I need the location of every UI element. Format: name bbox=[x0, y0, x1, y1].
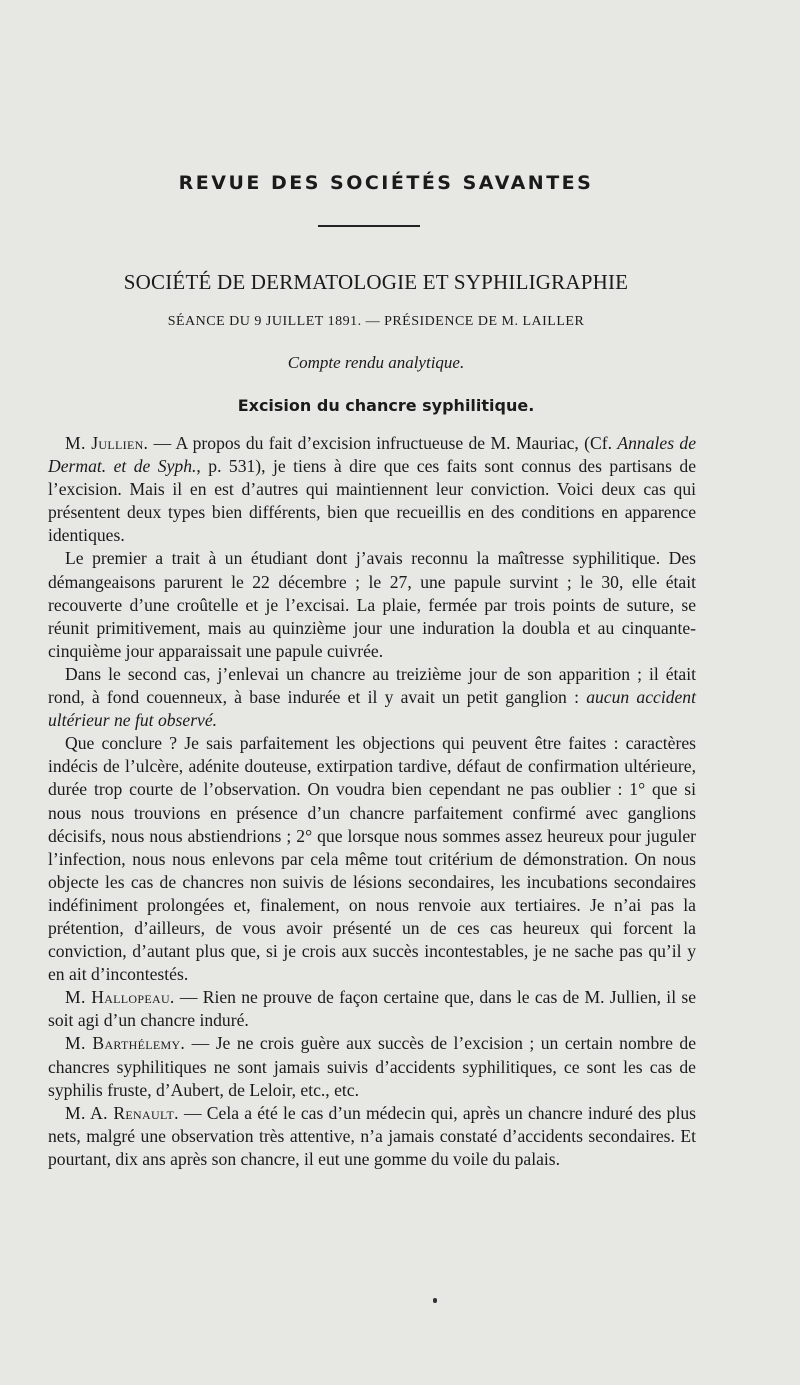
emphasis-text: aucun accident ultérieur ne fut observé. bbox=[48, 687, 696, 731]
society-title: SOCIÉTÉ DE DERMATOLOGIE ET SYPHILIGRAPHIE bbox=[123, 270, 629, 294]
subject-heading: Excision du chancre syphilitique. bbox=[237, 396, 535, 415]
paragraph-premier-cas: Le premier a trait à un étudiant dont j’avais reconnu la maîtresse syphilitique. Des démangeaisons parurent le 22 décembre ; le 27, une papule survint ; le 30, elle était recouverte d’une croûtelle et je l’excisai. La plaie, fermée par trois points de suture, se réunit primitivement, mais au quinzième jour une induration la doubla et au cinquante-cinquième jour apparaissait une papule cuivrée. bbox=[48, 548, 696, 661]
journal-reference: Annales de Dermat. et de Syph. bbox=[48, 433, 697, 477]
speaker-name: M. Hallopeau. bbox=[65, 987, 175, 1008]
seance-line: SÉANCE DU 9 JUILLET 1891. — PRÉSIDENCE DE M. LAILLER bbox=[167, 314, 585, 329]
title-rule bbox=[318, 225, 420, 227]
article-body bbox=[48, 432, 696, 1171]
paragraph-text: — A propos du fait d’excision infructueuse de M. Mauriac, (Cf. bbox=[148, 433, 618, 453]
paragraph-second-cas bbox=[48, 663, 696, 732]
paragraph-text: , p. 531), je tiens à dire que ces faits sont connus des partisans de l’excision. Mais il en est d’autres qui maintiennent leur conviction. Voici deux cas qui présentent deux types bien différents, bien que recueillis en des conditions en apparence identiques. bbox=[48, 456, 697, 546]
paragraph-text: Dans le second cas, j’enlevai un chancre au treizième jour de son apparition ; il était rond, à fond couenneux, à base indurée et il y avait un petit ganglion : bbox=[48, 663, 696, 708]
speaker-name: M. A. Renault. bbox=[65, 1102, 179, 1123]
paragraph-jullien bbox=[48, 432, 696, 547]
paragraph-text: — Rien ne prouve de façon certaine que, dans le cas de M. Jullien, il se soit agi d’un chancre induré. bbox=[48, 987, 696, 1031]
page-mark bbox=[433, 1298, 437, 1303]
speaker-name: M. Barthélemy. bbox=[65, 1033, 186, 1054]
paragraph-conclusion: Que conclure ? Je sais parfaitement les objections qui peuvent être faites : caractères indécis de l’ulcère, adénite douteuse, extirpation tardive, défaut de confirmation ultérieure, durée trop courte de l’observation. On voudra bien cependant ne pas oublier : 1° que si nous nous trouvions en présence d’un chancre parfaitement confirmé avec ganglions décisifs, nous nous abstiendrions ; 2° que lorsque nous sommes assez heureux pour juguler l’infection, nous nous enlevons par cela même tout critérium de démonstration. On nous objecte les cas de chancres non suivis de lésions secondaires, les incubations secondaires indéfiniment prolongées et, finalement, on nous renvoie aux tertiaires. Je n’ai pas la prétention, d’ailleurs, de vous avoir présenté un de ces cas heureux qui forcent la conviction, d’autant plus que, si je crois aux succès incontestables, je ne sache pas qu’il y en ait d’incontestés. bbox=[48, 733, 696, 985]
paragraph-barthelemy bbox=[48, 1032, 696, 1101]
speaker-name: M. Jullien. bbox=[65, 433, 149, 453]
paragraph-text: — Cela a été le cas d’un médecin qui, après un chancre induré des plus nets, malgré une observation très attentive, n’a jamais constaté d’accidents secondaires. Et pourtant, dix ans après son chancre, il eut une gomme du voile du palais. bbox=[48, 1102, 696, 1169]
compte-rendu: Compte rendu analytique. bbox=[287, 353, 465, 372]
paragraph-text: — Je ne crois guère aux succès de l’excision ; un certain nombre de chancres syphilitiques ne sont jamais suivis d’accidents syphilitiques, ce sont les cas de syphilis fruste, d’Aubert, de Leloir, etc., etc. bbox=[48, 1033, 697, 1100]
paragraph-hallopeau bbox=[48, 986, 696, 1032]
paragraph-renault bbox=[48, 1102, 696, 1171]
running-title: REVUE DES SOCIÉTÉS SAVANTES bbox=[178, 172, 594, 194]
